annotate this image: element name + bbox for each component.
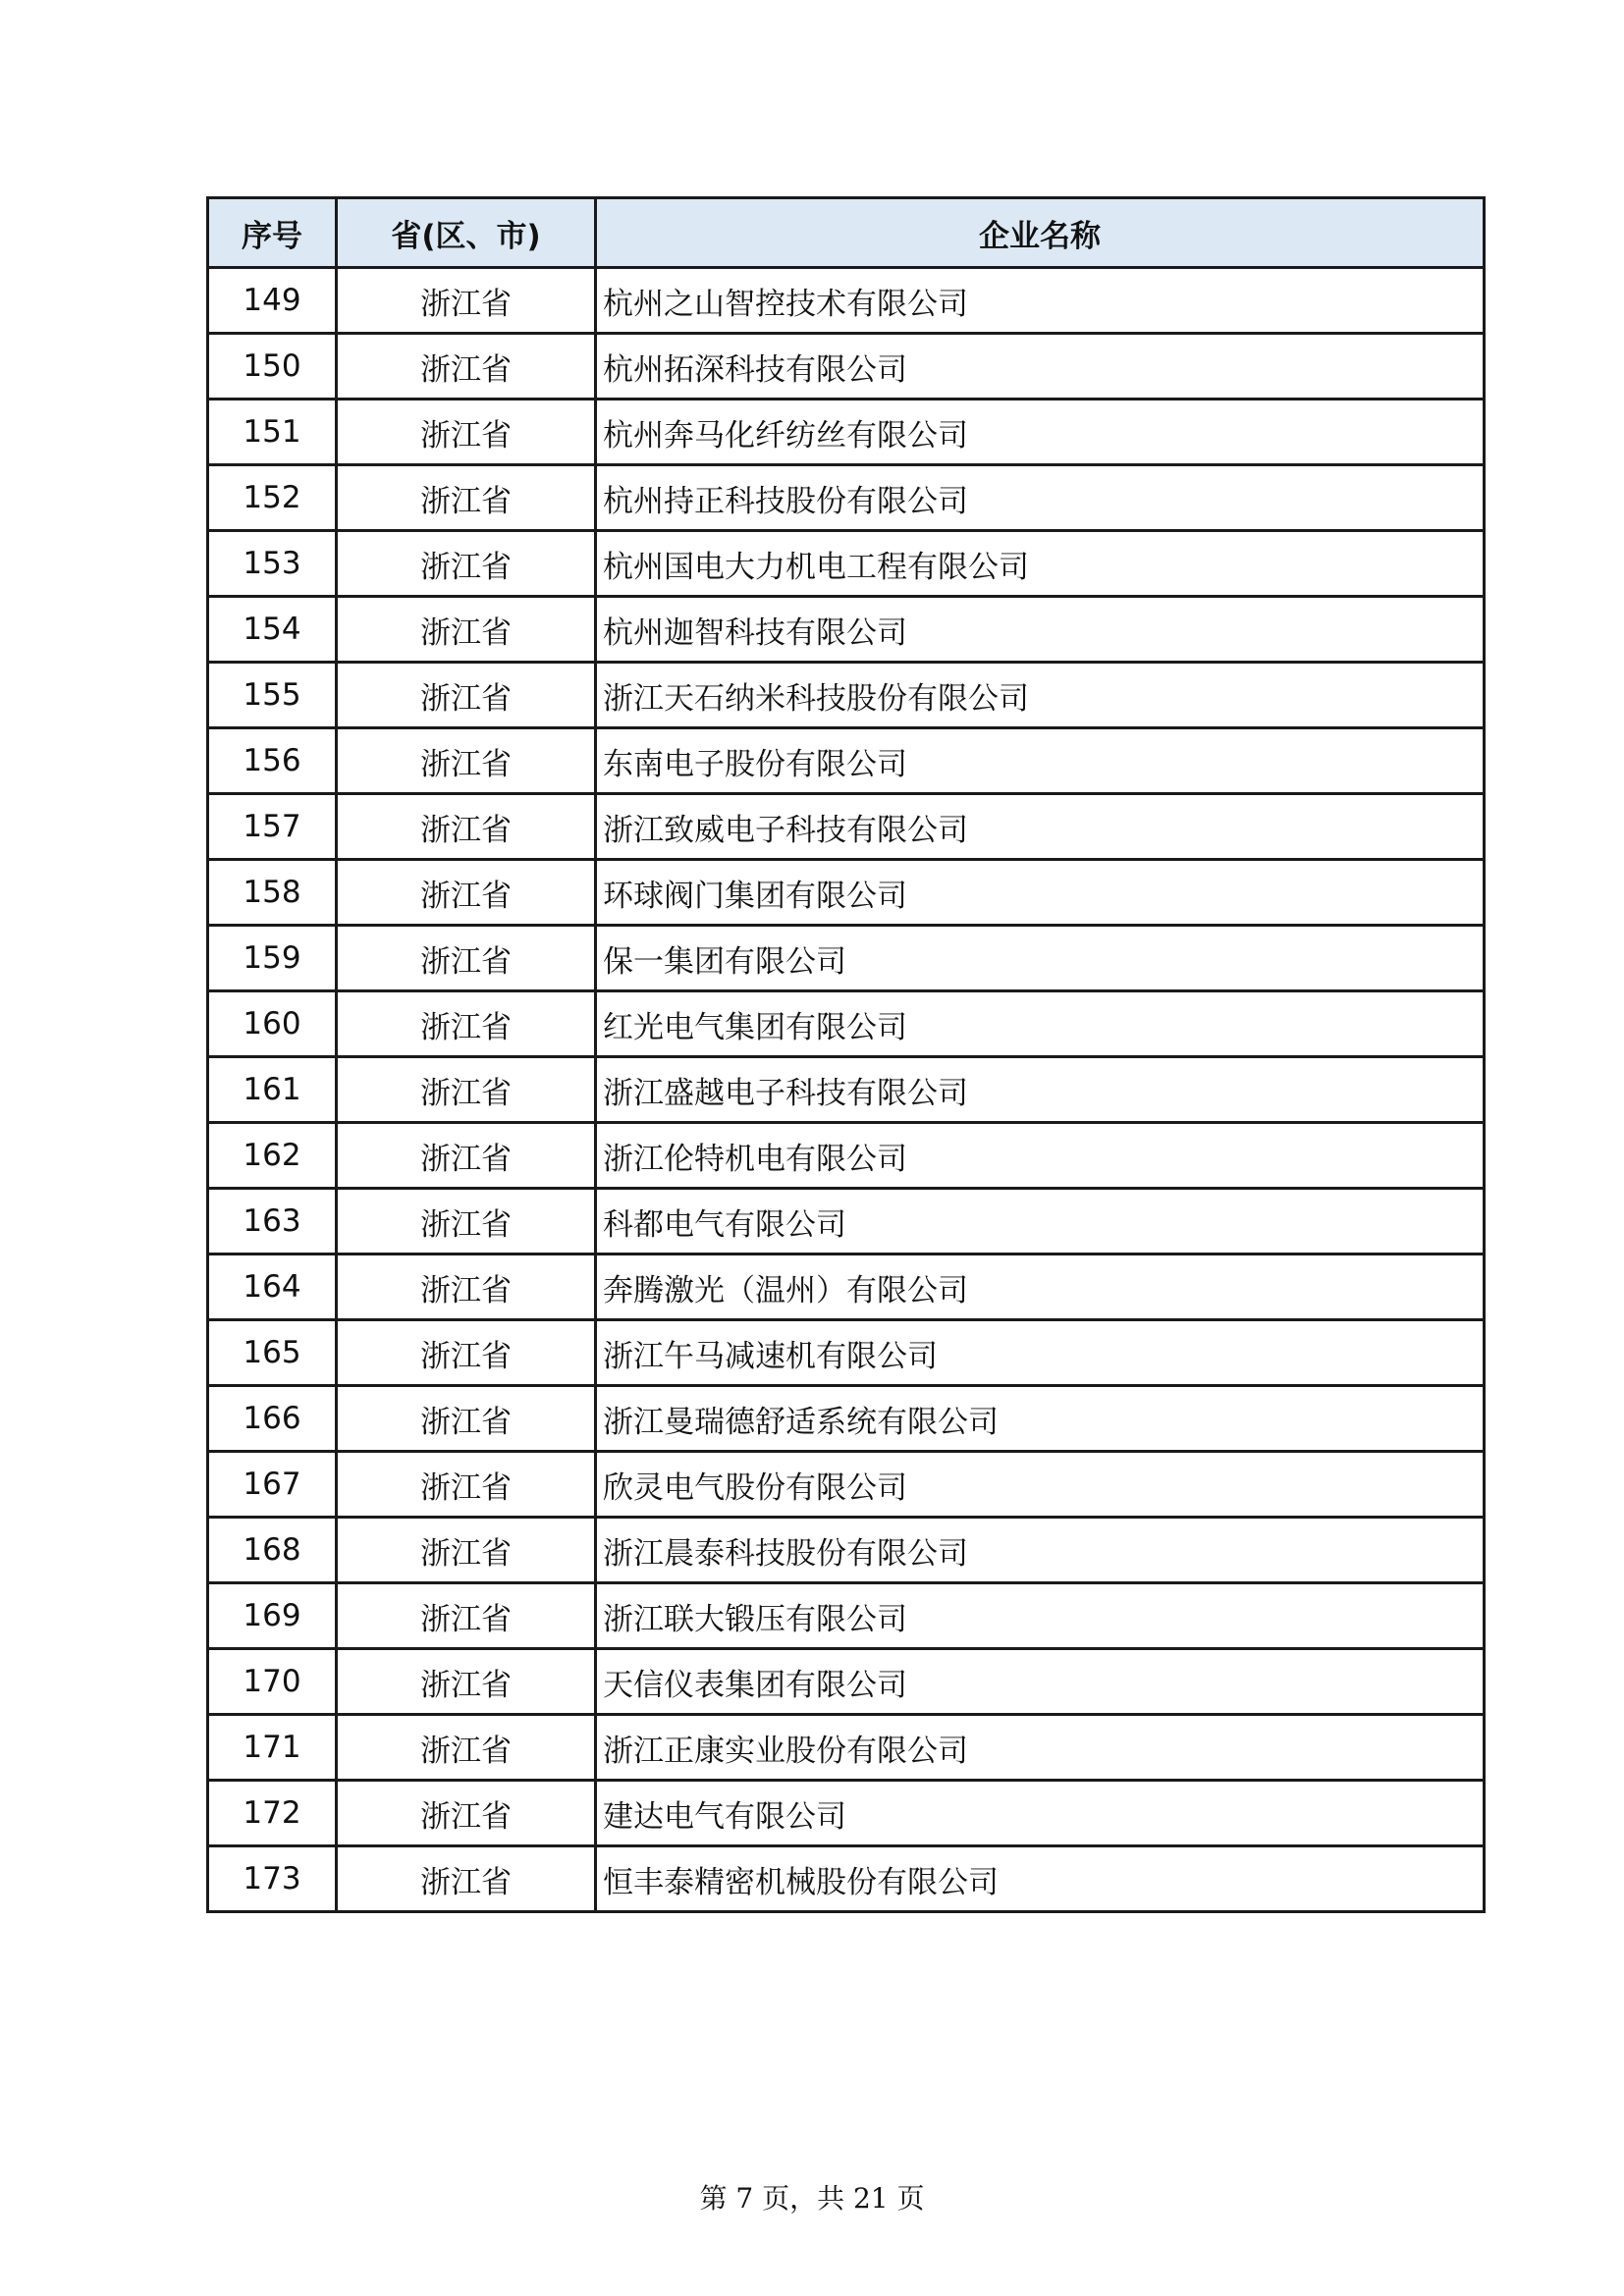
row-province: 浙江省 <box>337 1057 596 1123</box>
row-number: 153 <box>208 531 337 597</box>
row-number: 159 <box>208 926 337 991</box>
row-number: 158 <box>208 860 337 926</box>
company-list-table <box>206 196 1486 1913</box>
row-province: 浙江省 <box>337 991 596 1057</box>
table-row <box>208 1715 1485 1781</box>
table-row <box>208 597 1485 663</box>
row-province: 浙江省 <box>337 1320 596 1386</box>
row-number: 163 <box>208 1189 337 1255</box>
row-province: 浙江省 <box>337 1189 596 1255</box>
table-row <box>208 1057 1485 1123</box>
row-province: 浙江省 <box>337 1715 596 1781</box>
row-company-name: 天信仪表集团有限公司 <box>596 1649 1485 1715</box>
row-province: 浙江省 <box>337 1123 596 1189</box>
header-province: 省(区、市) <box>337 198 596 268</box>
table-row <box>208 794 1485 860</box>
header-company: 企业名称 <box>596 198 1485 268</box>
table-row <box>208 663 1485 728</box>
row-company-name: 东南电子股份有限公司 <box>596 728 1485 794</box>
header-number: 序号 <box>208 198 337 268</box>
row-number: 168 <box>208 1518 337 1583</box>
table-row <box>208 1781 1485 1846</box>
row-company-name: 浙江盛越电子科技有限公司 <box>596 1057 1485 1123</box>
row-province: 浙江省 <box>337 1781 596 1846</box>
row-province: 浙江省 <box>337 1649 596 1715</box>
row-number: 170 <box>208 1649 337 1715</box>
row-company-name: 欣灵电气股份有限公司 <box>596 1452 1485 1518</box>
row-province: 浙江省 <box>337 1255 596 1320</box>
row-province: 浙江省 <box>337 663 596 728</box>
row-company-name: 杭州迦智科技有限公司 <box>596 597 1485 663</box>
page-number: 第 7 页，共 21 页 <box>699 2182 925 2215</box>
row-company-name: 杭州拓深科技有限公司 <box>596 334 1485 400</box>
row-province: 浙江省 <box>337 1452 596 1518</box>
row-company-name: 浙江联大锻压有限公司 <box>596 1583 1485 1649</box>
table-row <box>208 334 1485 400</box>
row-province: 浙江省 <box>337 465 596 531</box>
table-row <box>208 1846 1485 1912</box>
row-number: 150 <box>208 334 337 400</box>
row-number: 171 <box>208 1715 337 1781</box>
row-province: 浙江省 <box>337 334 596 400</box>
table-row <box>208 1452 1485 1518</box>
table-row <box>208 1649 1485 1715</box>
row-province: 浙江省 <box>337 926 596 991</box>
row-province: 浙江省 <box>337 794 596 860</box>
row-number: 173 <box>208 1846 337 1912</box>
row-number: 162 <box>208 1123 337 1189</box>
table-row <box>208 465 1485 531</box>
row-number: 165 <box>208 1320 337 1386</box>
row-number: 164 <box>208 1255 337 1320</box>
row-number: 160 <box>208 991 337 1057</box>
table-row <box>208 1518 1485 1583</box>
table-row <box>208 728 1485 794</box>
row-number: 152 <box>208 465 337 531</box>
row-number: 157 <box>208 794 337 860</box>
row-company-name: 红光电气集团有限公司 <box>596 991 1485 1057</box>
row-province: 浙江省 <box>337 1386 596 1452</box>
row-company-name: 浙江伦特机电有限公司 <box>596 1123 1485 1189</box>
row-company-name: 保一集团有限公司 <box>596 926 1485 991</box>
table-row <box>208 1255 1485 1320</box>
row-company-name: 浙江致威电子科技有限公司 <box>596 794 1485 860</box>
row-province: 浙江省 <box>337 268 596 334</box>
row-number: 169 <box>208 1583 337 1649</box>
header-row <box>208 198 1485 268</box>
row-company-name: 浙江天石纳米科技股份有限公司 <box>596 663 1485 728</box>
table-row <box>208 531 1485 597</box>
table-row <box>208 1386 1485 1452</box>
table-row <box>208 400 1485 465</box>
row-company-name: 浙江晨泰科技股份有限公司 <box>596 1518 1485 1583</box>
row-company-name: 环球阀门集团有限公司 <box>596 860 1485 926</box>
row-province: 浙江省 <box>337 531 596 597</box>
row-company-name: 奔腾激光（温州）有限公司 <box>596 1255 1485 1320</box>
row-number: 167 <box>208 1452 337 1518</box>
row-number: 166 <box>208 1386 337 1452</box>
row-number: 161 <box>208 1057 337 1123</box>
row-number: 155 <box>208 663 337 728</box>
row-company-name: 杭州持正科技股份有限公司 <box>596 465 1485 531</box>
row-company-name: 杭州国电大力机电工程有限公司 <box>596 531 1485 597</box>
row-province: 浙江省 <box>337 728 596 794</box>
row-company-name: 浙江午马减速机有限公司 <box>596 1320 1485 1386</box>
row-province: 浙江省 <box>337 1518 596 1583</box>
table-header <box>208 198 1485 268</box>
row-company-name: 恒丰泰精密机械股份有限公司 <box>596 1846 1485 1912</box>
row-province: 浙江省 <box>337 400 596 465</box>
row-province: 浙江省 <box>337 860 596 926</box>
row-province: 浙江省 <box>337 597 596 663</box>
table-row <box>208 991 1485 1057</box>
row-number: 172 <box>208 1781 337 1846</box>
row-company-name: 科都电气有限公司 <box>596 1189 1485 1255</box>
page-footer <box>0 2177 1624 2216</box>
row-province: 浙江省 <box>337 1846 596 1912</box>
table-row <box>208 1123 1485 1189</box>
table-row <box>208 860 1485 926</box>
table-row <box>208 268 1485 334</box>
row-company-name: 浙江曼瑞德舒适系统有限公司 <box>596 1386 1485 1452</box>
row-company-name: 杭州奔马化纤纺丝有限公司 <box>596 400 1485 465</box>
row-number: 154 <box>208 597 337 663</box>
row-company-name: 杭州之山智控技术有限公司 <box>596 268 1485 334</box>
row-number: 149 <box>208 268 337 334</box>
row-number: 156 <box>208 728 337 794</box>
row-number: 151 <box>208 400 337 465</box>
row-company-name: 建达电气有限公司 <box>596 1781 1485 1846</box>
table-row <box>208 926 1485 991</box>
table-body <box>208 268 1485 1912</box>
table-row <box>208 1583 1485 1649</box>
table-row <box>208 1189 1485 1255</box>
table-row <box>208 1320 1485 1386</box>
row-company-name: 浙江正康实业股份有限公司 <box>596 1715 1485 1781</box>
row-province: 浙江省 <box>337 1583 596 1649</box>
